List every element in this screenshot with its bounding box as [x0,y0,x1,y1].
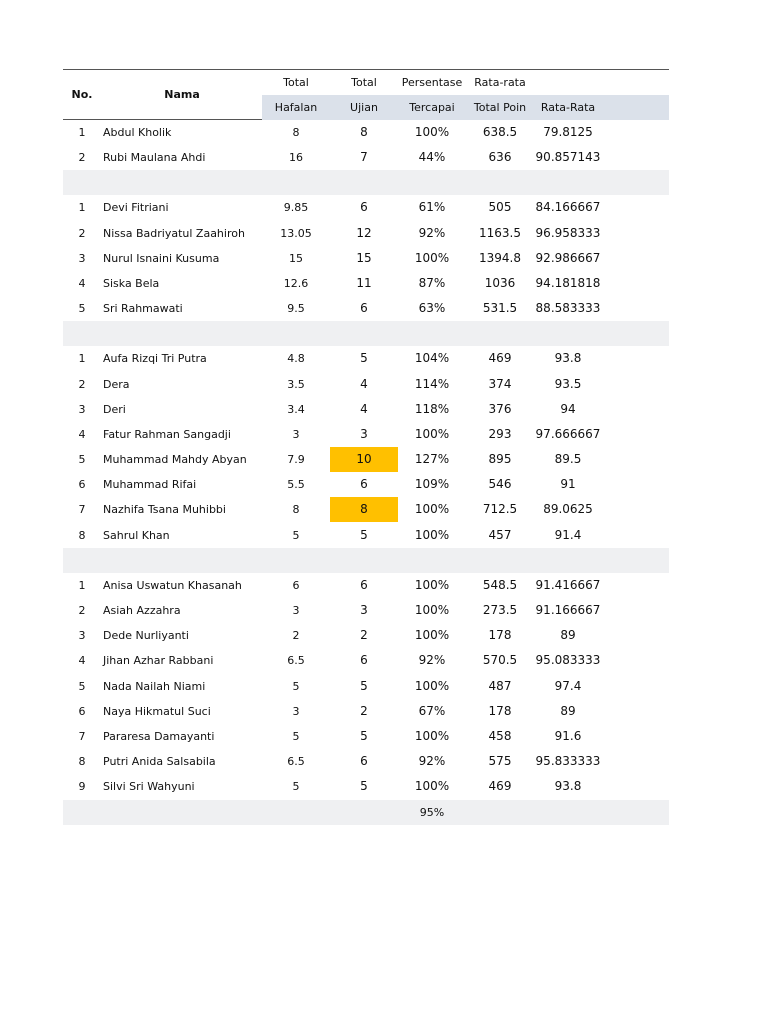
cell-rata: 91.4 [554,527,582,542]
cell-rata: 89 [560,628,576,643]
cell-no: 4 [78,654,86,668]
cell-name: Deri [103,402,126,416]
cell-hafalan: 6.5 [287,755,305,769]
table-row [63,573,669,598]
header-nama: Nama [164,88,200,101]
cell-hafalan: 5 [292,729,300,743]
header-ujian: Ujian [350,101,378,114]
cell-name: Dede Nurliyanti [103,629,189,643]
table-row [63,523,669,548]
cell-poin: 1036 [484,275,516,290]
cell-rata: 91.6 [554,728,582,743]
cell-name: Nada Nailah Niami [103,679,206,693]
table-row [63,346,669,371]
table-header [63,69,669,120]
header-no: No. [71,88,93,101]
cell-poin: 178 [488,703,512,718]
cell-persen: 100% [414,678,450,693]
cell-poin: 273.5 [482,603,518,617]
header-total-poin: Total Poin [473,101,527,114]
table-row [63,246,669,271]
cell-rata: 79.8125 [543,125,593,139]
cell-persen: 100% [414,125,450,139]
cell-hafalan: 9.85 [283,201,309,215]
cell-ujian: 7 [360,150,368,165]
cell-hafalan: 9.5 [287,302,305,316]
cell-persen: 87% [418,275,446,290]
cell-no: 7 [78,503,86,517]
cell-name: Fatur Rahman Sangadji [103,427,231,441]
cell-name: Anisa Uswatun Khasanah [103,578,242,592]
cell-ujian: 6 [360,477,368,492]
cell-rata: 96.958333 [535,225,601,240]
cell-poin: 505 [488,200,512,215]
cell-rata: 94 [560,401,576,416]
table-row [63,497,669,522]
cell-ujian: 5 [360,678,368,693]
cell-name: Sahrul Khan [103,528,170,542]
cell-poin: 636 [488,150,512,165]
cell-hafalan: 12.6 [283,276,309,290]
cell-name: Putri Anida Salsabila [103,755,216,769]
cell-rata: 84.166667 [535,200,601,215]
cell-no: 3 [78,402,86,416]
cell-hafalan: 5.5 [287,478,305,492]
cell-ujian: 6 [360,653,368,668]
cell-persen: 127% [414,452,450,467]
cell-ujian: 6 [360,754,368,769]
cell-hafalan: 8 [292,126,300,139]
cell-poin: 575 [488,754,512,769]
cell-ujian: 12 [356,225,372,240]
cell-ujian: 11 [356,275,372,290]
cell-persen: 100% [414,527,450,542]
cell-ujian: 5 [360,527,368,542]
table-row [63,447,669,472]
cell-poin: 376 [488,401,512,416]
cell-persen: 100% [414,628,450,643]
cell-name: Devi Fitriani [103,201,169,215]
cell-name: Muhammad Mahdy Abyan [103,453,247,467]
table-row [63,221,669,246]
cell-name: Asiah Azzahra [103,604,181,617]
cell-name: Rubi Maulana Ahdi [103,151,206,165]
header-total-2: Total [351,76,377,89]
cell-no: 1 [78,578,86,592]
table-row [63,724,669,749]
cell-poin: 469 [488,351,512,366]
cell-persen: 100% [414,426,450,441]
cell-rata: 93.8 [554,779,582,794]
cell-hafalan: 3.5 [287,377,305,391]
cell-poin: 469 [488,779,512,794]
table-footer [63,800,669,825]
cell-no: 6 [78,704,86,718]
cell-name: Dera [103,377,130,391]
cell-hafalan: 3 [292,704,300,718]
cell-hafalan: 5 [292,679,300,693]
cell-no: 1 [78,126,86,139]
cell-poin: 178 [488,628,512,643]
group-separator [63,321,669,346]
cell-rata: 91.166667 [535,603,601,617]
cell-ujian: 4 [360,401,368,416]
cell-rata: 95.083333 [535,653,601,668]
header-rata-rata-top: Rata-rata [474,76,526,89]
footer-persentase: 95% [419,805,445,819]
table-row [63,674,669,699]
header-hafalan: Hafalan [274,101,318,114]
table-row [63,598,669,623]
cell-poin: 570.5 [482,653,518,668]
cell-hafalan: 3 [292,604,300,617]
table-row [63,120,669,145]
cell-no: 4 [78,427,86,441]
cell-ujian: 3 [360,603,368,617]
cell-poin: 457 [488,527,512,542]
group-separator [63,170,669,195]
table-row [63,648,669,673]
cell-ujian: 5 [360,351,368,366]
cell-persen: 100% [414,779,450,794]
cell-ujian: 2 [360,628,368,643]
cell-no: 8 [78,755,86,769]
table-row [63,271,669,296]
cell-hafalan: 15 [289,251,303,265]
cell-persen: 92% [418,653,446,668]
cell-persen: 100% [414,577,450,592]
cell-name: Jihan Azhar Rabbani [103,654,214,668]
cell-rata: 97.666667 [535,426,601,441]
cell-hafalan: 6.5 [287,654,305,668]
table-row [63,699,669,724]
cell-persen: 109% [414,477,450,492]
cell-poin: 458 [488,728,512,743]
header-tercapai: Tercapai [409,101,455,114]
cell-persen: 92% [418,754,446,769]
cell-rata: 94.181818 [535,275,601,290]
cell-hafalan: 4.8 [287,352,305,366]
cell-name: Naya Hikmatul Suci [103,704,211,718]
cell-hafalan: 16 [289,151,303,165]
table-body [63,120,669,800]
cell-no: 5 [78,302,86,316]
cell-rata: 97.4 [554,678,582,693]
cell-poin: 1163.5 [479,225,521,240]
cell-persen: 67% [418,703,446,718]
cell-persen: 61% [418,200,446,215]
cell-poin: 487 [488,678,512,693]
cell-no: 3 [78,251,86,265]
cell-no: 5 [78,453,86,467]
cell-poin: 895 [488,452,512,467]
cell-name: Abdul Kholik [103,126,172,139]
cell-no: 1 [78,352,86,366]
cell-no: 2 [78,151,86,165]
cell-ujian: 6 [360,200,368,215]
cell-hafalan: 2 [292,629,300,643]
cell-persen: 100% [414,728,450,743]
cell-hafalan: 6 [292,578,300,592]
cell-no: 6 [78,478,86,492]
table-row [63,774,669,799]
cell-ujian: 10 [330,447,398,472]
cell-name: Aufa Rizqi Tri Putra [103,352,207,366]
cell-name: Nazhifa Tsana Muhibbi [103,503,226,517]
table-row [63,195,669,220]
cell-poin: 638.5 [482,125,518,139]
header-rata-rata: Rata-Rata [540,101,596,114]
table-row [63,623,669,648]
cell-persen: 100% [414,250,450,265]
cell-persen: 118% [414,401,450,416]
cell-hafalan: 3.4 [287,402,305,416]
cell-hafalan: 3 [292,427,300,441]
cell-rata: 93.8 [554,351,582,366]
table-row [63,749,669,774]
cell-no: 2 [78,377,86,391]
cell-hafalan: 5 [292,528,300,542]
cell-no: 1 [78,201,86,215]
cell-name: Muhammad Rifai [103,478,197,492]
cell-no: 2 [78,226,86,240]
cell-poin: 546 [488,477,512,492]
cell-persen: 92% [418,225,446,240]
cell-poin: 712.5 [482,502,518,517]
cell-rata: 89.5 [554,452,582,467]
cell-rata: 90.857143 [535,150,601,165]
cell-name: Nurul Isnaini Kusuma [103,251,220,265]
table-row [63,422,669,447]
cell-hafalan: 8 [292,503,300,517]
cell-ujian: 8 [360,125,368,139]
cell-no: 9 [78,780,86,794]
table-row [63,296,669,321]
cell-rata: 95.833333 [535,754,601,769]
cell-ujian: 4 [360,376,368,391]
cell-hafalan: 5 [292,780,300,794]
cell-no: 8 [78,528,86,542]
cell-persen: 63% [418,301,446,316]
cell-persen: 44% [418,150,446,165]
cell-rata: 89.0625 [543,502,593,517]
cell-no: 4 [78,276,86,290]
cell-no: 7 [78,729,86,743]
table-row [63,397,669,422]
cell-ujian: 15 [356,250,372,265]
cell-name: Silvi Sri Wahyuni [103,780,195,794]
header-total-1: Total [283,76,309,89]
group-separator [63,548,669,573]
cell-no: 2 [78,604,86,617]
cell-name: Siska Bela [103,276,160,290]
cell-rata: 93.5 [554,376,582,391]
table-row [63,372,669,397]
cell-ujian: 3 [360,426,368,441]
cell-name: Nissa Badriyatul Zaahiroh [103,226,245,240]
cell-rata: 89 [560,703,576,718]
cell-ujian: 5 [360,728,368,743]
cell-persen: 100% [414,502,450,517]
cell-ujian: 8 [330,497,398,522]
cell-poin: 374 [488,376,512,391]
cell-poin: 548.5 [482,577,518,592]
cell-name: Pararesa Damayanti [103,729,215,743]
cell-name: Sri Rahmawati [103,302,183,316]
cell-rata: 91.416667 [535,577,601,592]
cell-poin: 531.5 [482,301,518,316]
cell-no: 5 [78,679,86,693]
cell-ujian: 5 [360,779,368,794]
cell-ujian: 2 [360,703,368,718]
cell-hafalan: 7.9 [287,453,305,467]
score-sheet [63,69,669,825]
cell-hafalan: 13.05 [280,226,312,240]
cell-rata: 91 [560,477,576,492]
cell-persen: 100% [414,603,450,617]
table-row [63,472,669,497]
cell-poin: 293 [488,426,512,441]
table-row [63,145,669,170]
cell-persen: 114% [414,376,450,391]
cell-rata: 92.986667 [535,250,601,265]
cell-no: 3 [78,629,86,643]
cell-poin: 1394.8 [479,250,521,265]
header-persentase: Persentase [401,76,463,89]
cell-ujian: 6 [360,301,368,316]
cell-rata: 88.583333 [535,301,601,316]
cell-persen: 104% [414,351,450,366]
cell-ujian: 6 [360,577,368,592]
